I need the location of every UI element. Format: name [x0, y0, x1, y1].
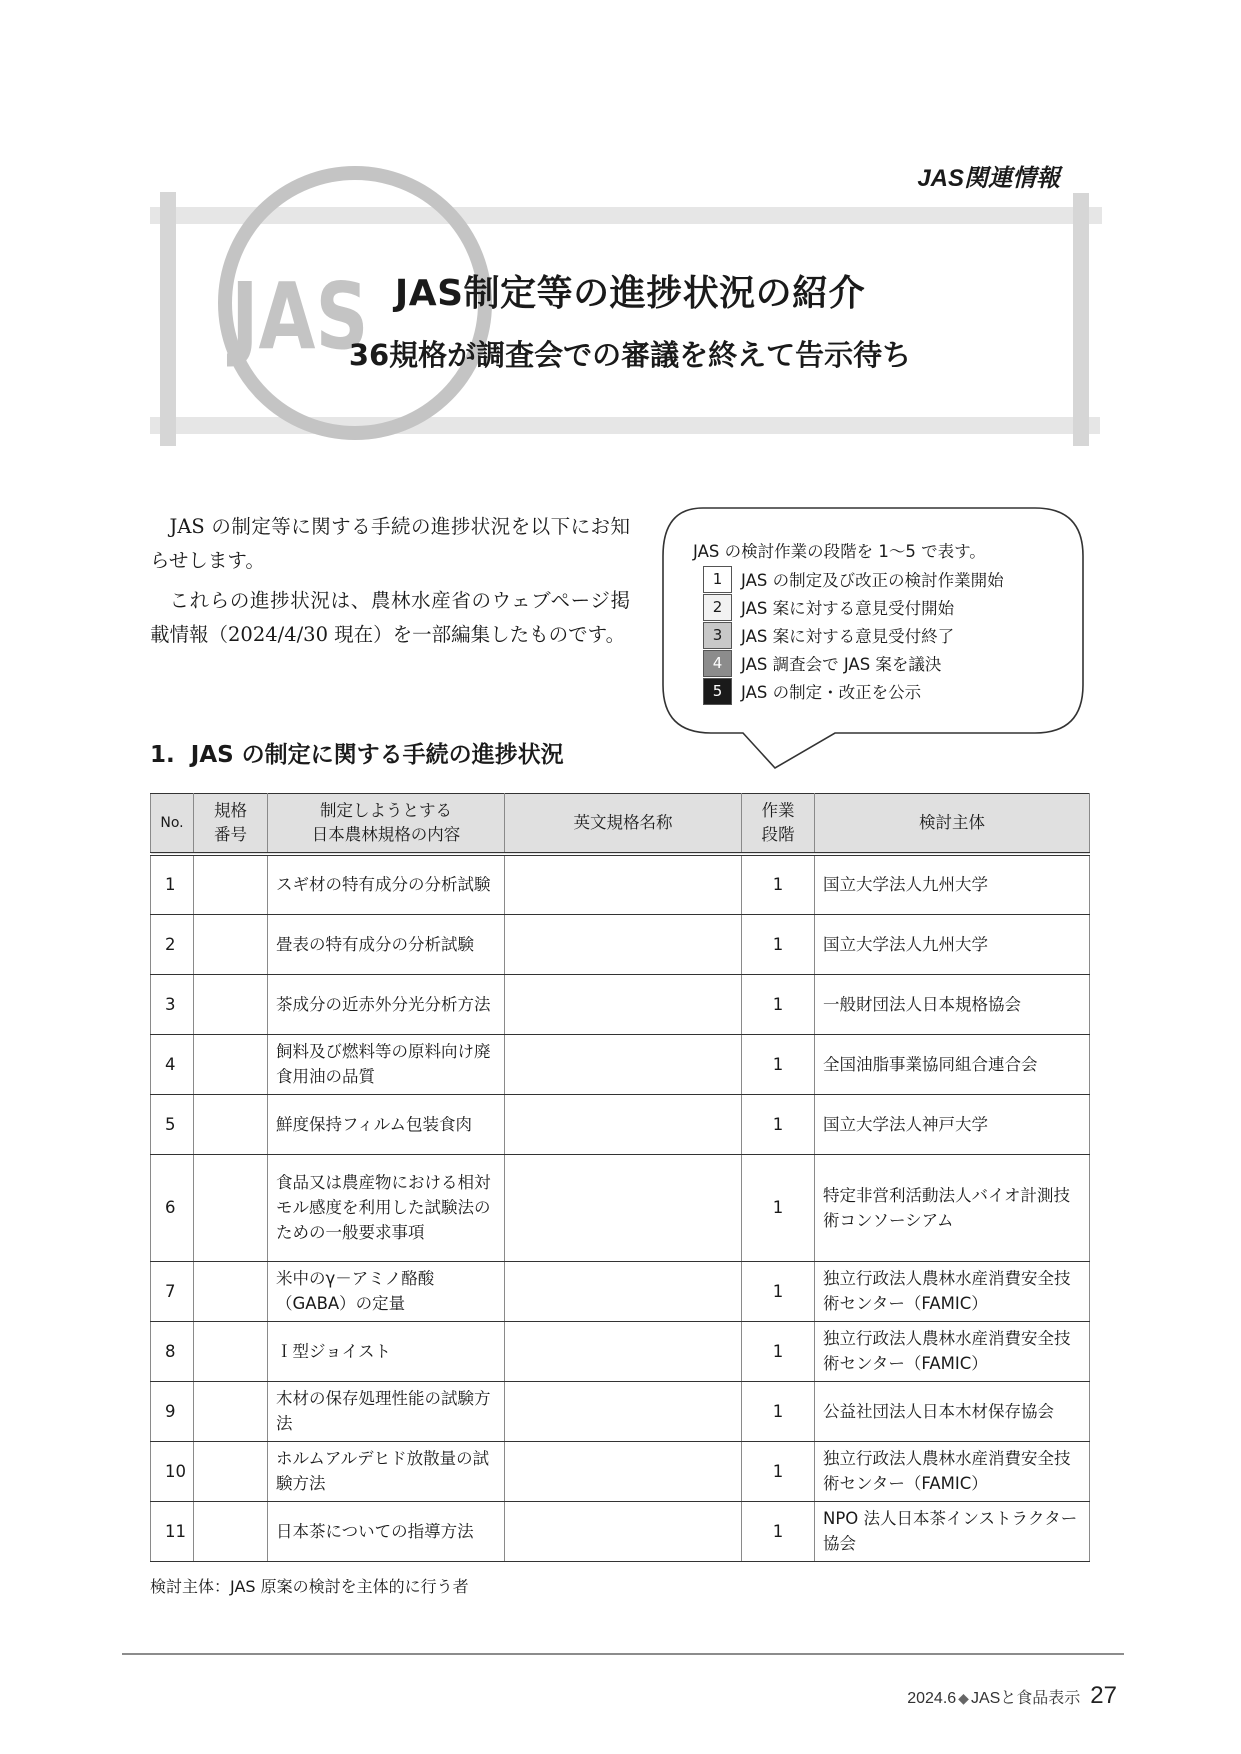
- cell-standard-number: [194, 914, 268, 974]
- cell-standard-number: [194, 974, 268, 1034]
- cell-stage: 1: [742, 1381, 815, 1441]
- intro-paragraph: これらの進捗状況は、農林水産省のウェブページ掲載情報（2024/4/30 現在）を一部編集したものです。: [150, 589, 630, 646]
- cell-stage: 1: [742, 1321, 815, 1381]
- header-content-line1: 制定しようとする: [320, 801, 452, 820]
- header-stage: [742, 794, 815, 855]
- jas-logo-text: JAS: [231, 262, 369, 371]
- cell-no: 9: [151, 1381, 194, 1441]
- stage-swatch: 2: [703, 594, 732, 621]
- cell-standard-number: [194, 1094, 268, 1154]
- stage-swatch: 5: [703, 678, 732, 705]
- cell-english-name: [505, 974, 742, 1034]
- cell-content: 木材の保存処理性能の試験方法: [268, 1381, 505, 1441]
- frame-left-bar: [160, 192, 176, 446]
- cell-no: 6: [151, 1154, 194, 1261]
- cell-no: 11: [151, 1501, 194, 1561]
- cell-stage: 1: [742, 854, 815, 914]
- header-english-name: 英文規格名称: [505, 794, 742, 855]
- table-row: [151, 1034, 1090, 1094]
- header-no: No.: [151, 794, 194, 855]
- header-standard-number: [194, 794, 268, 855]
- legend-stage-3: [703, 621, 1004, 649]
- cell-organization: 独立行政法人農林水産消費安全技術センター（FAMIC）: [815, 1441, 1090, 1501]
- cell-standard-number: [194, 1034, 268, 1094]
- cell-stage: 1: [742, 1154, 815, 1261]
- cell-standard-number: [194, 1381, 268, 1441]
- table-row: [151, 1261, 1090, 1321]
- jas-logo-watermark: [195, 158, 515, 478]
- cell-organization: 特定非営利活動法人バイオ計測技術コンソーシアム: [815, 1154, 1090, 1261]
- cell-content: Ｉ型ジョイスト: [268, 1321, 505, 1381]
- header-standard-number-line1: 規格: [214, 801, 247, 820]
- table-row: [151, 1094, 1090, 1154]
- header-organization: 検討主体: [815, 794, 1090, 855]
- cell-no: 8: [151, 1321, 194, 1381]
- cell-no: 7: [151, 1261, 194, 1321]
- intro-paragraph: JAS の制定等に関する手続の進捗状況を以下にお知らせします。: [150, 515, 630, 572]
- stage-label: JAS の制定及び改正の検討作業開始: [741, 571, 1004, 590]
- table-body: [151, 854, 1090, 1561]
- cell-content: 日本茶についての指導方法: [268, 1501, 505, 1561]
- footer-divider: [122, 1653, 1124, 1655]
- section-heading: 1. JAS の制定に関する手続の進捗状況: [150, 742, 564, 768]
- table-header-row: [151, 794, 1090, 855]
- cell-organization: 国立大学法人九州大学: [815, 914, 1090, 974]
- table-row: [151, 854, 1090, 914]
- header-content-line2: 日本農林規格の内容: [311, 825, 461, 844]
- stage-label: JAS 調査会で JAS 案を議決: [741, 655, 942, 674]
- cell-content: スギ材の特有成分の分析試験: [268, 854, 505, 914]
- cell-content: 飼料及び燃料等の原料向け廃食用油の品質: [268, 1034, 505, 1094]
- cell-english-name: [505, 1441, 742, 1501]
- page-title: JAS制定等の進捗状況の紹介: [394, 273, 866, 314]
- page-footer: [700, 1682, 1117, 1710]
- stage-label: JAS 案に対する意見受付終了: [741, 627, 955, 646]
- frame-right-bar: [1073, 193, 1089, 446]
- table-row: [151, 1501, 1090, 1561]
- cell-stage: 1: [742, 1261, 815, 1321]
- table-row: [151, 974, 1090, 1034]
- header-stage-line1: 作業: [761, 801, 795, 820]
- table-row: [151, 1321, 1090, 1381]
- table-row: [151, 1154, 1090, 1261]
- cell-no: 3: [151, 974, 194, 1034]
- cell-stage: 1: [742, 1441, 815, 1501]
- cell-standard-number: [194, 1261, 268, 1321]
- header-stage-line2: 段階: [761, 825, 795, 844]
- legend-title: JAS の検討作業の段階を 1～5 で表す。: [693, 542, 986, 561]
- intro-text: [150, 510, 630, 658]
- cell-standard-number: [194, 1154, 268, 1261]
- diamond-icon: ◆: [958, 1690, 969, 1706]
- table-row: [151, 914, 1090, 974]
- stage-label: JAS 案に対する意見受付開始: [741, 599, 955, 618]
- legend-stage-5: [703, 677, 1004, 705]
- cell-content: 畳表の特有成分の分析試験: [268, 914, 505, 974]
- table-row: [151, 1441, 1090, 1501]
- table-row: [151, 1381, 1090, 1441]
- cell-organization: 公益社団法人日本木材保存協会: [815, 1381, 1090, 1441]
- cell-stage: 1: [742, 914, 815, 974]
- cell-english-name: [505, 1034, 742, 1094]
- legend-stage-2: [703, 593, 1004, 621]
- cell-content: 米中のγ－アミノ酪酸（GABA）の定量: [268, 1261, 505, 1321]
- cell-english-name: [505, 1501, 742, 1561]
- page-subtitle: 36規格が調査会での審議を終えて告示待ち: [348, 338, 912, 372]
- cell-standard-number: [194, 854, 268, 914]
- cell-stage: 1: [742, 1034, 815, 1094]
- cell-english-name: [505, 1154, 742, 1261]
- header-standard-number-line2: 番号: [214, 825, 247, 844]
- cell-no: 2: [151, 914, 194, 974]
- cell-standard-number: [194, 1501, 268, 1561]
- cell-organization: 独立行政法人農林水産消費安全技術センター（FAMIC）: [815, 1261, 1090, 1321]
- section-label: JAS関連情報: [917, 165, 1060, 192]
- cell-english-name: [505, 1094, 742, 1154]
- header-content: [268, 794, 505, 855]
- cell-organization: 一般財団法人日本規格協会: [815, 974, 1090, 1034]
- stage-swatch: 3: [703, 622, 732, 649]
- footer-publication: JASと食品表示: [970, 1690, 1081, 1707]
- cell-organization: 独立行政法人農林水産消費安全技術センター（FAMIC）: [815, 1321, 1090, 1381]
- cell-content: 鮮度保持フィルム包装食肉: [268, 1094, 505, 1154]
- footer-issue: 2024.6: [907, 1690, 957, 1707]
- page-number: 27: [1090, 1682, 1117, 1709]
- legend-stage-list: [703, 565, 1004, 705]
- cell-english-name: [505, 854, 742, 914]
- cell-content: 茶成分の近赤外分光分析方法: [268, 974, 505, 1034]
- cell-stage: 1: [742, 1094, 815, 1154]
- legend-stage-1: [703, 565, 1004, 593]
- cell-stage: 1: [742, 1501, 815, 1561]
- cell-english-name: [505, 914, 742, 974]
- stage-swatch: 1: [703, 566, 732, 593]
- progress-table: [150, 793, 1090, 1562]
- cell-content: ホルムアルデヒド放散量の試験方法: [268, 1441, 505, 1501]
- cell-no: 1: [151, 854, 194, 914]
- stage-swatch: 4: [703, 650, 732, 677]
- cell-organization: 国立大学法人神戸大学: [815, 1094, 1090, 1154]
- cell-organization: NPO 法人日本茶インストラクター協会: [815, 1501, 1090, 1561]
- cell-stage: 1: [742, 974, 815, 1034]
- cell-content: 食品又は農産物における相対モル感度を利用した試験法のための一般要求事項: [268, 1154, 505, 1261]
- table-footnote: 検討主体：JAS 原案の検討を主体的に行う者: [150, 1577, 469, 1596]
- legend-stage-4: [703, 649, 1004, 677]
- cell-english-name: [505, 1261, 742, 1321]
- cell-standard-number: [194, 1441, 268, 1501]
- cell-no: 5: [151, 1094, 194, 1154]
- cell-standard-number: [194, 1321, 268, 1381]
- cell-organization: 全国油脂事業協同組合連合会: [815, 1034, 1090, 1094]
- stage-label: JAS の制定・改正を公示: [741, 683, 922, 702]
- cell-organization: 国立大学法人九州大学: [815, 854, 1090, 914]
- cell-no: 4: [151, 1034, 194, 1094]
- cell-no: 10: [151, 1441, 194, 1501]
- cell-english-name: [505, 1321, 742, 1381]
- cell-english-name: [505, 1381, 742, 1441]
